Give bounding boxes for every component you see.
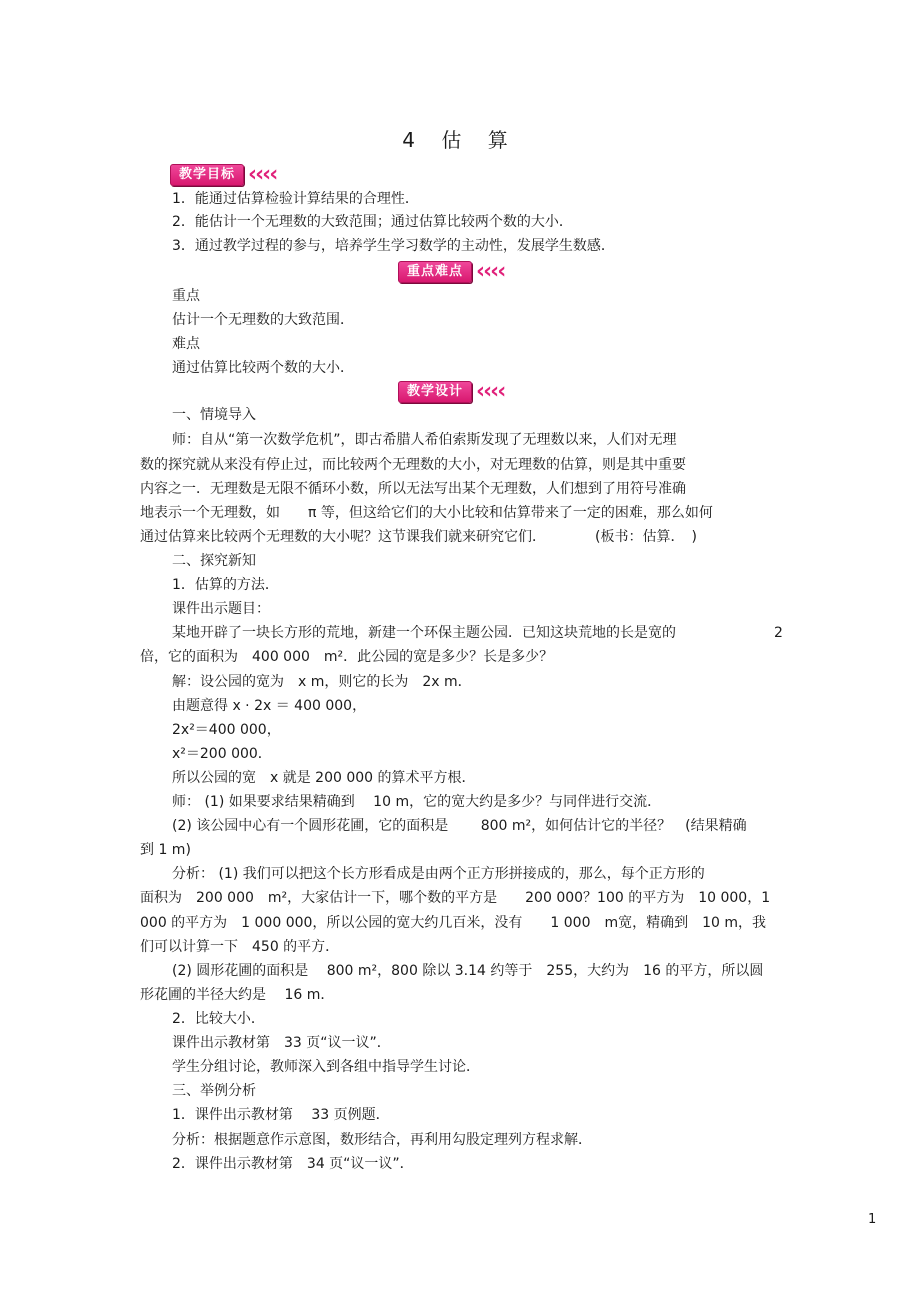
objective-item: 3．通过教学过程的参与，培养学生学习数学的主动性，发展学生数感． (172, 238, 615, 254)
equation-line: 由题意得 x · 2x ＝ 400 000， (172, 698, 367, 714)
chevron-left-icon: ‹‹‹‹ (476, 259, 505, 284)
paragraph-line: 通过估算来比较两个无理数的大小呢？这节课我们就来研究它们． (板书：估算． ) (140, 529, 697, 545)
page-number: 1 (868, 1212, 877, 1227)
objective-item: 2．能估计一个无理数的大致范围；通过估算比较两个数的大小． (172, 214, 573, 230)
key-points-banner (398, 261, 504, 283)
chevron-left-icon: ‹‹‹‹ (476, 379, 505, 404)
paragraph-line: 内容之一．无理数是无限不循环小数，所以无法写出某个无理数，人们想到了用符号准确 (140, 481, 686, 497)
paragraph-line: 1．课件出示教材第 33 页例题． (172, 1107, 390, 1123)
paragraph-line: 解：设公园的宽为 x m，则它的长为 2x m． (172, 674, 472, 690)
section-heading: 三、举例分析 (172, 1083, 256, 1099)
design-banner (398, 381, 504, 403)
paragraph-line: 面积为 200 000 m²，大家估计一下，哪个数的平方是 200 000？100 的平方为 10 000，1 (140, 890, 771, 906)
objective-item: 1．能通过估算检验计算结果的合理性． (172, 191, 419, 207)
section-heading: 二、探究新知 (172, 553, 256, 569)
page-title: 4 估 算 (402, 128, 518, 152)
equation-line: 2x²＝400 000， (172, 722, 281, 738)
paragraph-line: 000 的平方为 1 000 000，所以公园的宽大约几百米，没有 1 000 m宽，精确到 10 m，我 (140, 915, 767, 931)
paragraph-line: 分析：根据题意作示意图，数形结合，再利用勾股定理列方程求解． (172, 1132, 592, 1148)
paragraph-line: 课件出示教材第 33 页“议一议”． (172, 1035, 391, 1051)
paragraph-line: 倍，它的面积为 400 000 m²．此公园的宽是多少？长是多少？ (140, 649, 554, 665)
paragraph-line: 形花圃的半径大约是 16 m． (140, 987, 335, 1003)
paragraph-line: 们可以计算一下 450 的平方． (140, 939, 340, 955)
paragraph-line: 师：自从“第一次数学危机”，即古希腊人希伯索斯发现了无理数以来，人们对无理 (172, 432, 677, 448)
objectives-banner (170, 164, 276, 186)
paragraph-line: 地表示一个无理数，如 π 等，但这给它们的大小比较和估算带来了一定的困难，那么如何 (140, 505, 713, 521)
paragraph-line: (2) 该公园中心有一个圆形花圃，它的面积是 800 m²，如何估计它的半径？ (结果精确 (172, 818, 747, 834)
subsection-heading: 1．估算的方法． (172, 577, 279, 593)
key-point-text: 估计一个无理数的大致范围． (172, 312, 354, 328)
paragraph-line: 所以公园的宽 x 就是 200 000 的算术平方根． (172, 770, 476, 786)
difficulty-label: 难点 (172, 336, 200, 352)
subsection-heading: 2．比较大小． (172, 1011, 265, 1027)
key-points-banner-label: 重点难点 (398, 261, 472, 283)
paragraph-line: (2) 圆形花圃的面积是 800 m²，800 除以 3.14 约等于 255，大约为 16 的平方，所以圆 (172, 963, 764, 979)
paragraph-line: 学生分组讨论，教师深入到各组中指导学生讨论． (172, 1059, 480, 1075)
paragraph-line: 2．课件出示教材第 34 页“议一议”． (172, 1156, 414, 1172)
paragraph-line: 师： (1) 如果要求结果精确到 10 m，它的宽大约是多少？与同伴进行交流． (172, 794, 662, 810)
paragraph-line: 分析： (1) 我们可以把这个长方形看成是由两个正方形拼接成的，那么，每个正方形的 (172, 866, 705, 882)
paragraph-line: 到 1 m) (140, 842, 191, 858)
section-heading: 一、情境导入 (172, 407, 256, 423)
key-point-label: 重点 (172, 288, 200, 304)
equation-line: x²＝200 000． (172, 746, 272, 762)
paragraph-line: 数的探究就从来没有停止过，而比较两个无理数的大小，对无理数的估算，则是其中重要 (140, 457, 686, 473)
chevron-left-icon: ‹‹‹‹ (248, 162, 277, 187)
paragraph-line: 课件出示题目： (172, 601, 270, 617)
paragraph-line: 某地开辟了一块长方形的荒地，新建一个环保主题公园．已知这块荒地的长是宽的 2 (172, 625, 783, 641)
difficulty-text: 通过估算比较两个数的大小． (172, 360, 354, 376)
design-banner-label: 教学设计 (398, 381, 472, 403)
objectives-banner-label: 教学目标 (170, 164, 244, 186)
